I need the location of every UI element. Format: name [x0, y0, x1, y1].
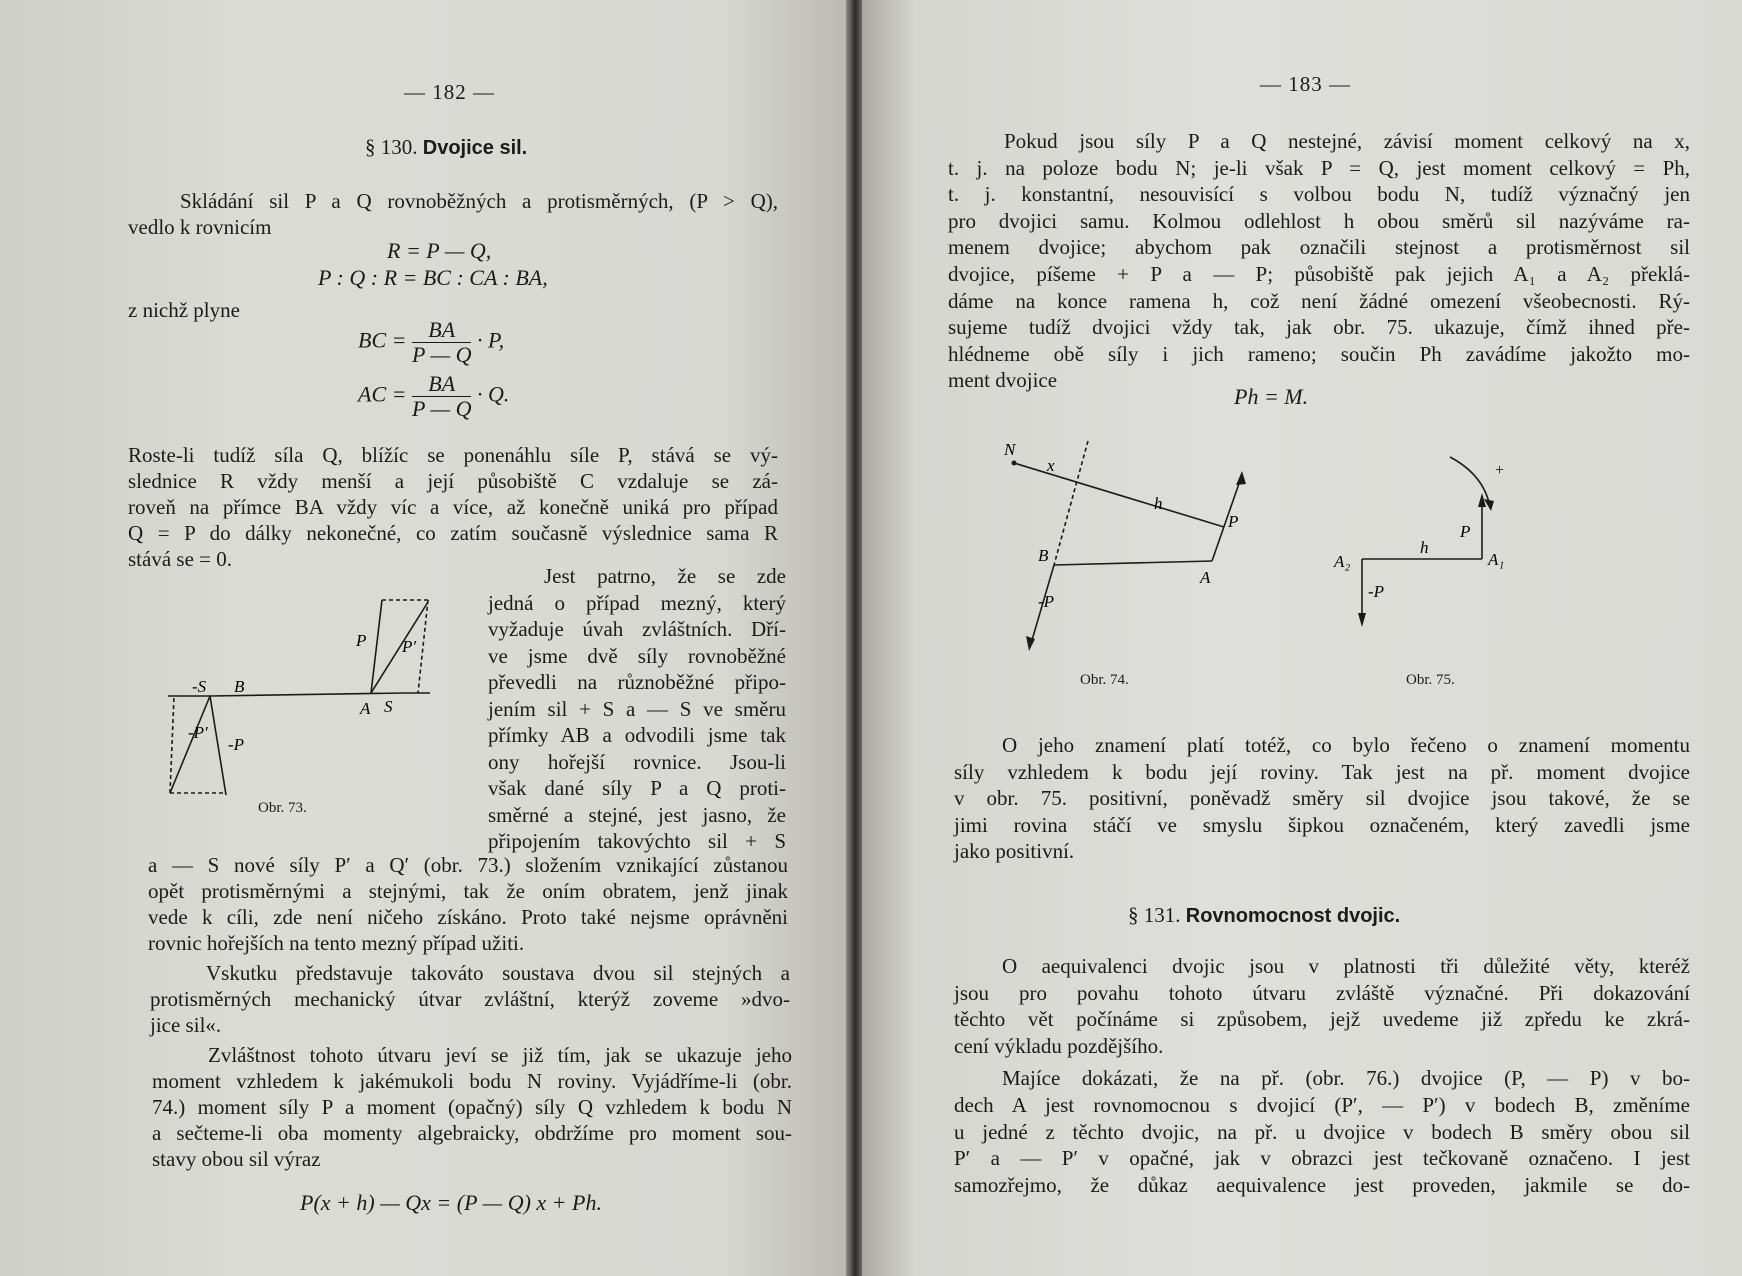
eq4-lhs: AC = [358, 381, 407, 407]
text-line: dech A jest rovnomocnou s dvojicí (P′, — P′) v bodech B, změníme [954, 1092, 1690, 1117]
fig74-dashed-perpendicular [1054, 441, 1088, 565]
paragraph-6 [152, 1042, 792, 1172]
text-line: pro dvojici samu. Kolmou odlehlost h obou směrů sil nazýváme ra- [948, 208, 1690, 233]
text-line: Pokud jsou síly P a Q nestejné, závisí moment celkový na x, [1004, 129, 1690, 153]
equation-4 [358, 372, 509, 421]
right-page [862, 0, 1742, 1276]
fig75-label-A2: A₂ [1334, 552, 1351, 571]
text-line: Q = P do dálky nekonečné, co zatím současně výslednice sama R [128, 521, 778, 545]
fig74-label-x: x [1047, 456, 1055, 475]
text-line: síly vzhledem k bodu její roviny. Tak jest na př. moment dvojice [954, 759, 1690, 784]
paragraph-3 [128, 442, 778, 572]
text-line: jimi rovina stáčí ve smyslu šipkou označeném, který zavedli jsme [954, 812, 1690, 837]
page-number: — 182 — [404, 80, 495, 104]
fig73-arrow-minus-Pprime [170, 696, 210, 793]
fig74-label-minus-P: -P [1038, 592, 1055, 611]
text-line: rovnic hořejších na tento mezný případ užiti. [148, 931, 525, 955]
fig73-label-Pprime: P′ [402, 637, 417, 656]
fig75-rotation-arc [1450, 457, 1490, 507]
fig73-label-minus-P: -P [228, 735, 245, 754]
text-line: O aequivalenci dvojic jsou v platnosti tři důležité věty, kteréž [1002, 954, 1690, 978]
text-line: jedná o případ mezný, který [488, 590, 786, 615]
fig74-label-h: h [1154, 494, 1163, 513]
text-line: t. j. na poloze bodu N; je-li však P = Q, jest moment celkový = Ph, [948, 155, 1690, 180]
text-line: však dané síly P a Q proti- [488, 776, 786, 800]
figure-75-caption: Obr. 75. [1406, 672, 1455, 688]
text-line: dáme na konce ramena h, což není žádné omezení všeobecnosti. Rý- [948, 288, 1690, 313]
fig75-label-minus-P: -P [1368, 582, 1385, 601]
paragraph-3 [954, 953, 1690, 1059]
eq3-numerator: BA [412, 318, 472, 343]
text-line: protisměrných mechanický útvar zvláštní, kterýž zoveme »dvo- [150, 987, 790, 1011]
text-line: samozřejmo, že důkaz aequivalence jest proveden, jakmile se do- [954, 1173, 1690, 1198]
fig74-label-A: A [1200, 568, 1211, 587]
text-line: sujeme tudíž dvojici vždy tak, jak obr. 75. ukazuje, čímž ihned pře- [948, 315, 1690, 340]
text-line: v obr. 75. positivní, poněvadž směry sil dvojice jsou takové, že se [954, 786, 1690, 811]
eq3-lhs: BC = [358, 327, 407, 353]
text-line: ment dvojice [948, 368, 1058, 393]
section-title: Rovnomocnost dvojic. [1185, 905, 1401, 927]
paragraph-4-side [488, 563, 786, 855]
fig73-label-A: A [360, 699, 371, 718]
text-line: hlédneme obě síly i jich rameno; součin Ph zavádíme jakožto mo- [948, 341, 1690, 366]
text-line: opět protisměrnými a stejnými, tak že oním obratem, jenž jinak [148, 879, 788, 903]
text-line: jako positivní. [954, 839, 1075, 864]
eq4-numerator: BA [412, 372, 472, 397]
equation-5: P(x + h) — Qx = (P — Q) x + Ph. [300, 1190, 602, 1215]
fig74-label-N: N [1004, 440, 1016, 459]
text-line: menem dvojice; abychom pak označili stejnost a protisměrnost sil [948, 235, 1690, 260]
text-line: Majíce dokázati, že na př. (obr. 76.) dvojice (P, — P) v bo- [1002, 1066, 1690, 1090]
section-title: Dvojice sil. [422, 137, 528, 159]
eq3-rhs: · P, [476, 327, 505, 353]
text-line: Roste-li tudíž síla Q, blížíc se ponenáhlu síle P, stává se vý- [128, 443, 778, 467]
text-line: těchto vět počínáme si způsobem, jejž uvedeme již zpředu ke zkrá- [954, 1007, 1690, 1032]
text-line: jením sil + S a — S ve směru [488, 696, 786, 721]
paragraph-1 [180, 188, 778, 214]
eq4-rhs: · Q. [476, 381, 510, 407]
fig73-label-S: S [384, 697, 393, 716]
fig73-label-minus-S: -S [192, 677, 207, 696]
text-line: stavy obou sil výraz [152, 1147, 321, 1171]
text-line: Skládání sil P a Q rovnoběžných a protisměrných, (P > Q), [180, 189, 778, 213]
section-number: § 130. [365, 135, 418, 159]
text-line: O jeho znamení platí totéž, co bylo řečeno o znamení momentu [1002, 733, 1690, 757]
page-number: — 183 — [1260, 72, 1351, 96]
text-line: slednice R vždy menší a její působiště C vzdaluje se zá- [128, 469, 778, 493]
fig73-label-P: P [356, 631, 367, 650]
text-line: roveň na přímce BA vždy víc a více, až konečně uniká pro případ [128, 495, 778, 519]
figure-75 [1332, 445, 1662, 645]
figure-74-caption: Obr. 74. [1080, 672, 1129, 688]
text-line: P′ a — P′ v opačné, jak v obrazci jest tečkovaně označeno. I jest [954, 1146, 1690, 1171]
text-line: a sečteme-li oba momenty algebraicky, obdržíme pro moment sou- [152, 1121, 792, 1145]
section-heading [365, 135, 527, 160]
equation-1: R = P — Q, [387, 238, 492, 263]
fig73-label-minus-Pprime: -P′ [188, 723, 208, 742]
figure-73 [160, 590, 450, 820]
fig75-label-h: h [1420, 538, 1429, 557]
text-line: 74.) moment síly P a moment (opačný) síly Q vzhledem k bodu N [152, 1095, 792, 1119]
text-line: cení výkladu pozdějšího. [954, 1033, 1164, 1058]
eq3-denominator: P — Q [411, 342, 472, 367]
text-line: z nichž plyne [128, 298, 240, 322]
equation-Ph-M: Ph = M. [1234, 384, 1309, 409]
fig73-label-B: B [234, 677, 245, 696]
text-line: t. j. konstantní, nesouvisící s volbou bodu N, tudíž význačný jen [948, 182, 1690, 207]
paragraph-4 [954, 1065, 1690, 1199]
text-line: směrné a stejné, jest jasno, že [488, 802, 786, 827]
paragraph-4-full [148, 852, 788, 956]
equation-3 [358, 318, 504, 367]
fig73-arrow-minus-P [210, 696, 226, 795]
fig74-label-B: B [1038, 546, 1049, 565]
equation-2: P : Q : R = BC : CA : BA, [318, 265, 548, 290]
text-line: moment vzhledem k jakémukoli bodu N roviny. Vyjádříme-li (obr. [152, 1069, 792, 1093]
text-line: Zvláštnost tohoto útvaru jeví se již tím, jak se ukazuje jeho [208, 1043, 792, 1067]
fig74-line-BA [1054, 561, 1212, 565]
eq4-denominator: P — Q [411, 396, 472, 421]
left-page [0, 0, 852, 1276]
fig75-label-P: P [1460, 522, 1471, 541]
text-line: jice sil«. [150, 1013, 222, 1037]
text-line: u jedné z těchto dvojic, na př. u dvojice v bodech B směry obou sil [954, 1119, 1690, 1144]
figure-74 [1002, 435, 1332, 665]
text-line: ony hořejší rovnice. Jsou-li [488, 749, 786, 774]
text-line: připojením takovýchto sil + S [488, 829, 786, 853]
text-line: stává se = 0. [128, 547, 232, 571]
text-line: a — S nové síly P′ a Q′ (obr. 73.) složením vznikající zůstanou [148, 853, 788, 877]
text-line: vedlo k rovnicím [128, 215, 272, 239]
fig74-label-P: P [1228, 512, 1239, 531]
section-number: § 131. [1128, 903, 1181, 927]
text-line: dvojice, píšeme + P a — P; působiště pak jejich A₁ a A₂ překlá- [948, 261, 1690, 286]
paragraph-5 [150, 960, 790, 1038]
paragraph-2 [954, 732, 1690, 865]
fig75-label-A1: A₁ [1488, 550, 1505, 569]
text-line: ve jsme dvě síly rovnoběžné [488, 643, 786, 668]
eq3-fraction [412, 318, 472, 367]
fig75-label-plus: + [1494, 462, 1505, 479]
text-line: převedli na různoběžné připo- [488, 670, 786, 694]
text-line: jsou pro povahu tohoto útvaru zvláště význačné. Při dokazování [954, 980, 1690, 1005]
text-line: přímky AB a odvodili jsme tak [488, 723, 786, 747]
paragraph-1 [948, 128, 1690, 394]
text-line: vede k cíli, zde není ničeho získáno. Proto také nejsme oprávněni [148, 905, 788, 929]
text-line: vyžaduje úvah zvláštních. Dří- [488, 617, 786, 641]
text-line: Jest patrno, že se zde [544, 564, 786, 588]
text-line: Vskutku představuje takováto soustava dvou sil stejných a [206, 961, 790, 985]
fig74-line-N [1014, 463, 1224, 527]
figure-73-caption: Obr. 73. [258, 800, 307, 816]
eq4-fraction [412, 372, 472, 421]
section-heading [1128, 903, 1400, 928]
